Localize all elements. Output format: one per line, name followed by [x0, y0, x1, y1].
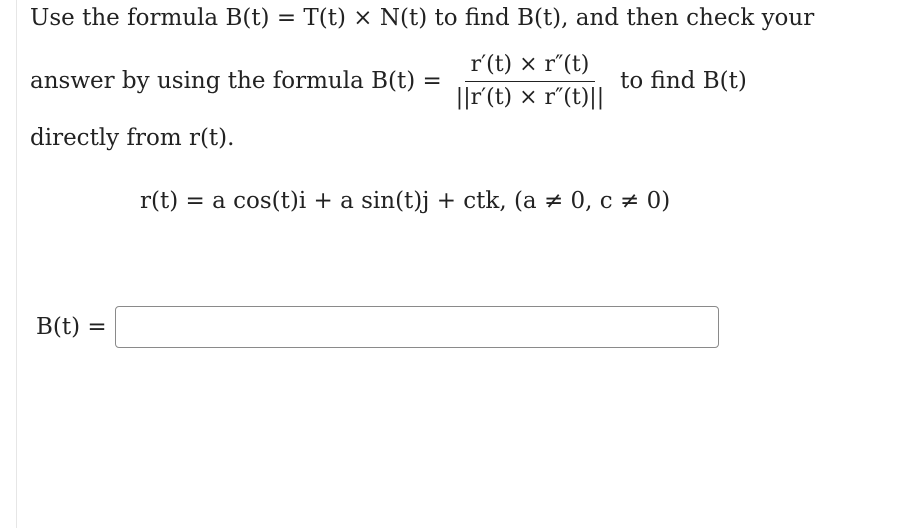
problem-line-3: directly from r(t).: [30, 125, 235, 151]
problem-line-2: [30, 46, 747, 116]
left-border: [16, 0, 17, 528]
problem-line-2-before: answer by using the formula B(t) =: [30, 68, 442, 94]
vector-function-equation: r(t) = a cos(t)i + a sin(t)j + ctk, (a ≠ 0, c ≠ 0): [140, 188, 671, 214]
problem-line-1: Use the formula B(t) = T(t) × N(t) to find B(t), and then check your: [30, 5, 815, 31]
fraction-numerator: r′(t) × r″(t): [465, 51, 596, 82]
binormal-answer-input[interactable]: [115, 306, 719, 348]
answer-label: B(t) =: [36, 314, 107, 340]
problem-line-2-after: to find B(t): [620, 68, 747, 94]
answer-row: [36, 306, 719, 348]
fraction-denominator: ||r′(t) × r″(t)||: [455, 84, 605, 110]
binormal-formula-fraction: [450, 51, 610, 112]
